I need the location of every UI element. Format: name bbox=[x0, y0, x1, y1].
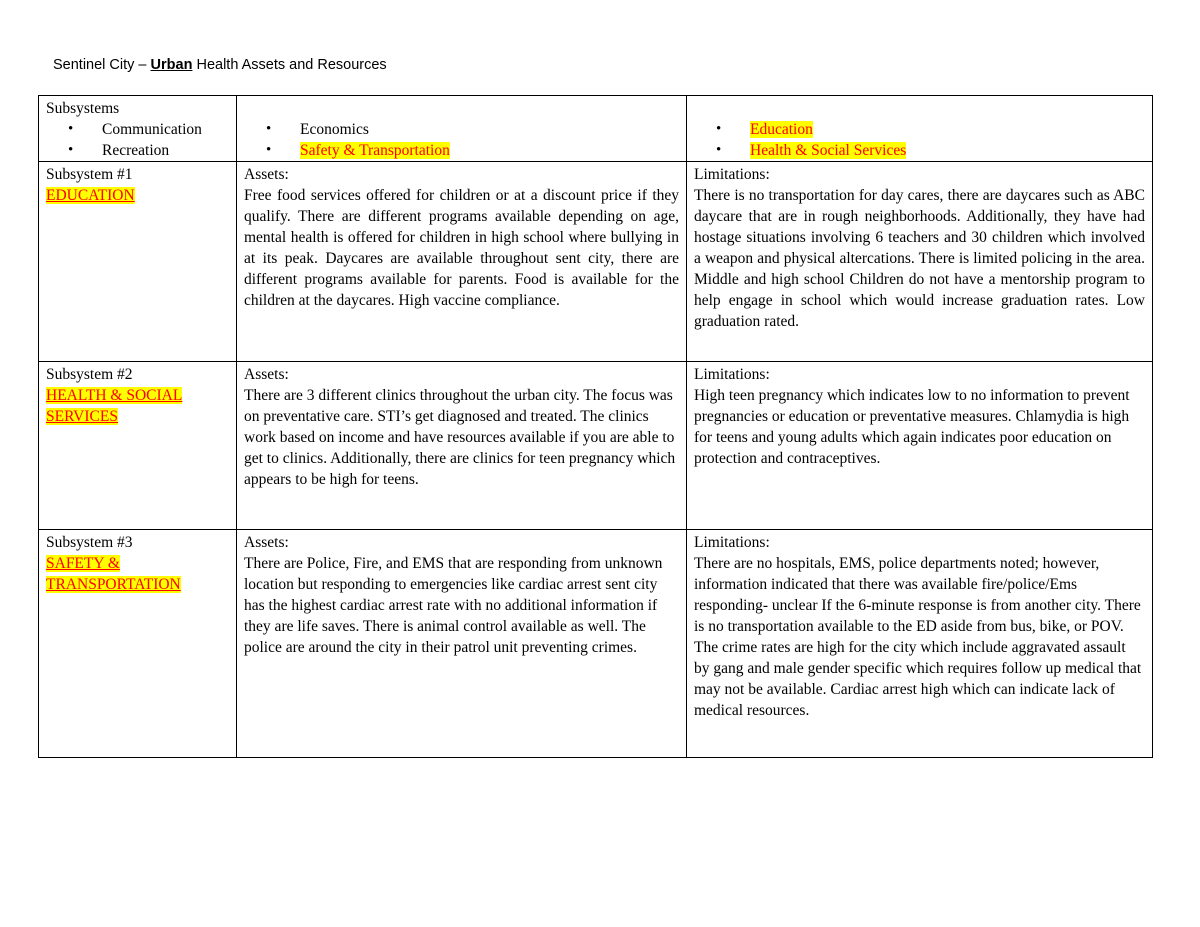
document-title bbox=[53, 57, 387, 73]
subsystem-number: Subsystem #3 bbox=[46, 534, 133, 551]
assets-label: Assets: bbox=[244, 366, 289, 383]
subsystems-cell-2 bbox=[237, 96, 687, 162]
limitations-label: Limitations: bbox=[694, 166, 770, 183]
subsystem-name: EDUCATION bbox=[46, 187, 135, 204]
highlighted-item-text: Health & Social Services bbox=[750, 142, 907, 159]
title-suffix: Health Assets and Resources bbox=[192, 57, 387, 73]
limitations-cell bbox=[687, 162, 1153, 362]
subsystem-number: Subsystem #2 bbox=[46, 366, 133, 383]
list-item bbox=[244, 140, 679, 161]
limitations-text: There is no transportation for day cares, there are daycares such as ABC daycare that are in rough neighborhoods. Additionally, they have had hostage situations involving 6 teachers and 30 children which involved a weapon and physical altercations. There is limited policing in the area. Middle and high school Children do not have a mentorship program to help engage in school which would increase graduation rates. Low graduation rated. bbox=[694, 187, 1145, 330]
subsystem-name: HEALTH & SOCIAL SERVICES bbox=[46, 387, 183, 425]
subsystem-number: Subsystem #1 bbox=[46, 166, 133, 183]
title-emphasis: Urban bbox=[150, 57, 193, 73]
subsystem-cell bbox=[39, 162, 237, 362]
table-row bbox=[39, 530, 1153, 758]
subsystem-name: SAFETY & TRANSPORTATION bbox=[46, 555, 181, 593]
subsystems-label: Subsystems bbox=[46, 100, 120, 117]
limitations-label: Limitations: bbox=[694, 366, 770, 383]
limitations-text: High teen pregnancy which indicates low to no information to prevent pregnancies or education or preventative measures. Chlamydia is high for teens and young adults which again indicates poor education on protection and contraceptives. bbox=[694, 387, 1130, 467]
assets-resources-table bbox=[38, 95, 1153, 758]
subsystems-row bbox=[39, 96, 1153, 162]
assets-cell bbox=[237, 162, 687, 362]
assets-cell bbox=[237, 362, 687, 530]
highlighted-item-text: Education bbox=[750, 121, 813, 138]
list-item bbox=[694, 119, 1145, 140]
subsystems-list-2 bbox=[244, 119, 679, 161]
limitations-text: There are no hospitals, EMS, police departments noted; however, information indicated that there was available fire/police/Ems responding- unclear If the 6-minute response is from another city. There is no transportation available to the ED aside from bus, bike, or POV. The crime rates are high for the city which include aggravated assault by gang and male gender specific which requires follow up medical that may not be available. Cardiac arrest high which can indicate lack of medical resources. bbox=[694, 555, 1142, 719]
table-row bbox=[39, 162, 1153, 362]
list-item bbox=[694, 140, 1145, 161]
limitations-cell bbox=[687, 530, 1153, 758]
limitations-label: Limitations: bbox=[694, 534, 770, 551]
assets-text: Free food services offered for children or at a discount price if they qualify. There are different programs available depending on age, mental health is offered for children in high school where bullying in at its peak. Daycares are available throughout sent city, there are different programs available for parents. Food is available for the children at the daycares. High vaccine compliance. bbox=[244, 187, 679, 309]
subsystem-cell bbox=[39, 530, 237, 758]
assets-text: There are 3 different clinics throughout the urban city. The focus was on preventative care. STI’s get diagnosed and treated. The clinics work based on income and have resources available if you are able to get to clinics. Additionally, there are clinics for teen pregnancy which appears to be high for teens. bbox=[244, 387, 676, 488]
subsystems-list-3 bbox=[694, 119, 1145, 161]
assets-label: Assets: bbox=[244, 166, 289, 183]
list-item-text: Economics bbox=[300, 121, 369, 138]
assets-cell bbox=[237, 530, 687, 758]
list-item bbox=[244, 119, 679, 140]
table-row bbox=[39, 362, 1153, 530]
subsystem-cell bbox=[39, 362, 237, 530]
list-item: • Communication bbox=[46, 119, 229, 140]
subsystems-cell-1 bbox=[39, 96, 237, 162]
subsystems-cell-3 bbox=[687, 96, 1153, 162]
assets-text: There are Police, Fire, and EMS that are responding from unknown location but responding to emergencies like cardiac arrest sent city has the highest cardiac arrest rate with no additional information if they are life saves. There is animal control available as well. The police are around the city in their patrol unit preventing crimes. bbox=[244, 555, 663, 656]
highlighted-item-text: Safety & Transportation bbox=[300, 142, 450, 159]
subsystems-list-1 bbox=[46, 119, 229, 161]
list-item: • Recreation bbox=[46, 140, 229, 161]
assets-label: Assets: bbox=[244, 534, 289, 551]
limitations-cell bbox=[687, 362, 1153, 530]
title-prefix: Sentinel City – bbox=[53, 57, 151, 73]
